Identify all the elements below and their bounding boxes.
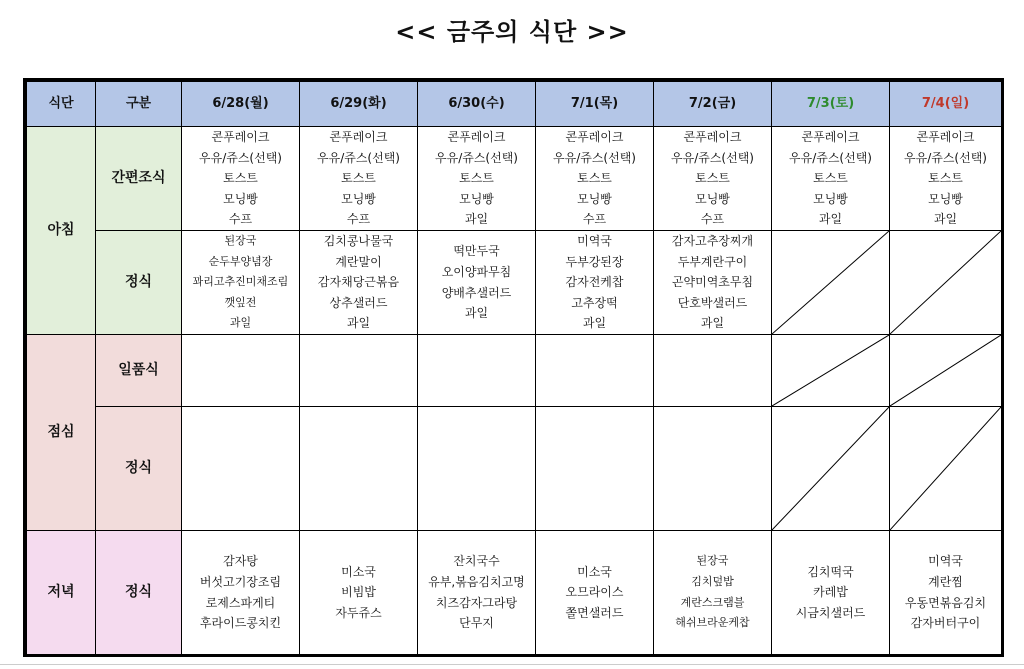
menu-item: 유부,볶음김치고명 [428, 574, 525, 589]
menu-cell [418, 531, 536, 655]
menu-item: 미소국 [577, 564, 612, 579]
menu-item: 계란찜 [928, 574, 963, 589]
header-row [27, 82, 1002, 127]
menu-cell-empty [654, 407, 772, 531]
menu-item: 우유/쥬스(선택) [317, 150, 400, 165]
menu-item: 과일 [582, 316, 607, 331]
menu-item: 토스트 [223, 171, 258, 186]
menu-item: 토스트 [459, 171, 494, 186]
menu-item: 두부계란구이 [677, 254, 748, 269]
menu-cell-empty [418, 335, 536, 407]
menu-item: 콘푸레이크 [683, 130, 742, 145]
menu-item: 카레밥 [813, 585, 848, 600]
menu-item: 콘푸레이크 [447, 130, 506, 145]
menu-cell [300, 531, 418, 655]
menu-item: 버섯고기장조림 [199, 574, 282, 589]
menu-item: 미역국 [577, 234, 612, 249]
menu-item: 콘푸레이크 [916, 130, 975, 145]
menu-item: 로제스파게티 [205, 595, 276, 610]
menu-item: 단무지 [459, 616, 494, 631]
menu-cell [654, 531, 772, 655]
menu-item: 토스트 [928, 171, 963, 186]
menu-item: 모닝빵 [341, 191, 376, 206]
menu-item: 떡만두국 [453, 244, 500, 259]
menu-item: 모닝빵 [223, 191, 258, 206]
menu-item: 콘푸레이크 [329, 130, 388, 145]
menu-item: 모닝빵 [459, 191, 494, 206]
menu-item: 곤약미역초무침 [671, 275, 754, 290]
menu-cell [300, 231, 418, 335]
menu-item: 토스트 [577, 171, 612, 186]
menu-cell [418, 127, 536, 231]
menu-item: 토스트 [341, 171, 376, 186]
empty-slash-cell [772, 231, 890, 335]
menu-cell [890, 531, 1002, 655]
menu-table-frame [23, 78, 1004, 657]
header-day-sat: 7/3(토) [772, 82, 890, 127]
menu-item: 과일 [464, 306, 489, 321]
menu-item: 콘푸레이크 [565, 130, 624, 145]
menu-item: 김치떡국 [807, 564, 854, 579]
menu-item: 수프 [228, 212, 253, 227]
type-label-regular: 정식 [96, 407, 182, 531]
page-title: << 금주의 식단 >> [395, 18, 629, 46]
menu-cell-empty [654, 335, 772, 407]
menu-item: 계란말이 [335, 254, 382, 269]
menu-item: 된장국 [696, 554, 729, 568]
menu-cell-empty [300, 335, 418, 407]
row-lunch-single [27, 335, 1002, 407]
menu-item: 해쉬브라운케찹 [675, 616, 750, 630]
menu-cell [300, 127, 418, 231]
menu-item: 쫄면샐러드 [565, 605, 624, 620]
menu-item: 토스트 [695, 171, 730, 186]
menu-item: 단호박샐러드 [677, 295, 748, 310]
meal-label-breakfast: 아침 [27, 127, 96, 335]
menu-cell-empty [182, 335, 300, 407]
row-breakfast-regular [27, 231, 1002, 335]
menu-item: 계란스크램블 [680, 595, 745, 609]
menu-item: 순두부양념장 [208, 254, 273, 268]
header-day-sun: 7/4(일) [890, 82, 1002, 127]
menu-cell-empty [536, 407, 654, 531]
menu-cell [772, 531, 890, 655]
menu-cell [536, 127, 654, 231]
header-day-wed: 6/30(수) [418, 82, 536, 127]
menu-cell-empty [300, 407, 418, 531]
header-day-mon: 6/28(월) [182, 82, 300, 127]
menu-item: 치즈감자그라탕 [435, 595, 518, 610]
menu-item: 두부강된장 [565, 254, 624, 269]
empty-slash-cell [890, 335, 1002, 407]
menu-item: 과일 [229, 316, 252, 330]
menu-item: 수프 [582, 212, 607, 227]
menu-item: 우유/쥬스(선택) [435, 150, 518, 165]
menu-item: 모닝빵 [928, 191, 963, 206]
type-label-simple: 간편조식 [96, 127, 182, 231]
menu-cell-empty [182, 407, 300, 531]
diagonal-slash-line [772, 407, 889, 530]
header-type: 구분 [96, 82, 182, 127]
menu-item: 감자탕 [223, 554, 258, 569]
menu-item: 김치콩나물국 [323, 234, 394, 249]
diagonal-slash-line [890, 407, 1001, 530]
header-meal: 식단 [27, 82, 96, 127]
diagonal-slash-line [772, 231, 889, 334]
menu-item: 과일 [933, 212, 958, 227]
type-label-regular: 정식 [96, 531, 182, 655]
empty-slash-cell [772, 407, 890, 531]
menu-cell [890, 127, 1002, 231]
menu-cell [182, 127, 300, 231]
menu-cell [654, 127, 772, 231]
menu-item: 과일 [700, 316, 725, 331]
menu-item: 오이양파무침 [441, 264, 512, 279]
row-breakfast-simple [27, 127, 1002, 231]
menu-cell [772, 127, 890, 231]
diagonal-slash-line [772, 335, 889, 406]
menu-item: 꽈리고추진미채조림 [192, 275, 289, 289]
empty-slash-cell [772, 335, 890, 407]
menu-item: 토스트 [813, 171, 848, 186]
menu-item: 우동면볶음김치 [904, 595, 987, 610]
meal-label-dinner: 저녁 [27, 531, 96, 655]
menu-item: 모닝빵 [813, 191, 848, 206]
menu-item: 모닝빵 [695, 191, 730, 206]
menu-item: 양배추샐러드 [441, 285, 512, 300]
menu-item: 우유/쥬스(선택) [553, 150, 636, 165]
menu-item: 시금치샐러드 [795, 605, 866, 620]
menu-item: 된장국 [224, 234, 257, 248]
empty-slash-cell [890, 231, 1002, 335]
menu-item: 상추샐러드 [329, 295, 388, 310]
menu-item: 수프 [700, 212, 725, 227]
menu-item: 감자채당근볶음 [317, 275, 400, 290]
page-edge [0, 664, 1024, 665]
menu-item: 감자버터구이 [910, 616, 981, 631]
menu-item: 김치덮밥 [691, 574, 734, 588]
menu-item: 깻잎전 [224, 295, 257, 309]
menu-cell [182, 531, 300, 655]
header-day-thu: 7/1(목) [536, 82, 654, 127]
type-label-regular: 정식 [96, 231, 182, 335]
type-label-single: 일품식 [96, 335, 182, 407]
menu-item: 잔치국수 [453, 554, 500, 569]
menu-cell [418, 231, 536, 335]
menu-item: 모닝빵 [577, 191, 612, 206]
menu-item: 콘푸레이크 [211, 130, 270, 145]
diagonal-slash-line [890, 335, 1001, 406]
menu-item: 우유/쥬스(선택) [199, 150, 282, 165]
row-dinner-regular [27, 531, 1002, 655]
menu-item: 비빔밥 [341, 585, 376, 600]
menu-item: 미역국 [928, 554, 963, 569]
menu-item: 자두쥬스 [335, 605, 382, 620]
menu-item: 과일 [818, 212, 843, 227]
menu-cell-empty [418, 407, 536, 531]
empty-slash-cell [890, 407, 1002, 531]
menu-item: 과일 [346, 316, 371, 331]
menu-item: 우유/쥬스(선택) [789, 150, 872, 165]
menu-cell [536, 231, 654, 335]
menu-item: 감자고추장찌개 [671, 234, 754, 249]
menu-cell-empty [536, 335, 654, 407]
menu-item: 후라이드콩치킨 [199, 616, 282, 631]
menu-item: 고추장떡 [571, 295, 618, 310]
menu-item: 우유/쥬스(선택) [671, 150, 754, 165]
row-lunch-regular [27, 407, 1002, 531]
menu-item: 우유/쥬스(선택) [904, 150, 987, 165]
menu-item: 과일 [464, 212, 489, 227]
meal-label-lunch: 점심 [27, 335, 96, 531]
weekly-menu-table [26, 81, 1002, 655]
menu-cell [536, 531, 654, 655]
menu-item: 미소국 [341, 564, 376, 579]
menu-item: 오므라이스 [565, 585, 624, 600]
header-day-tue: 6/29(화) [300, 82, 418, 127]
header-day-fri: 7/2(금) [654, 82, 772, 127]
menu-cell [182, 231, 300, 335]
menu-cell [654, 231, 772, 335]
menu-item: 콘푸레이크 [801, 130, 860, 145]
menu-item: 감자전케찹 [565, 275, 624, 290]
diagonal-slash-line [890, 231, 1001, 334]
menu-item: 수프 [346, 212, 371, 227]
